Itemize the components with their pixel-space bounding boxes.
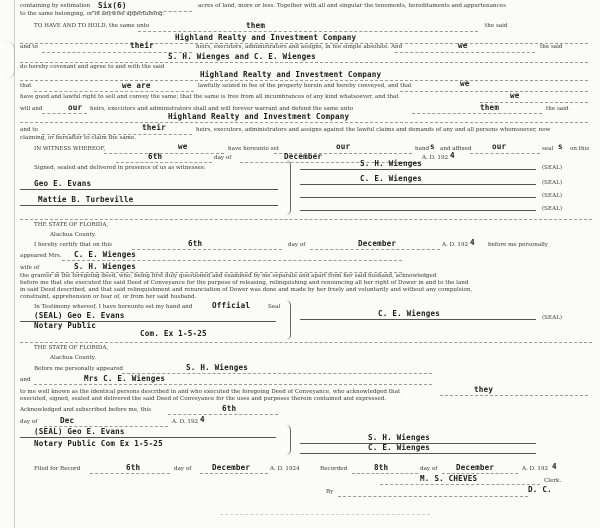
set-text: have hereunto set <box>228 146 280 152</box>
witness-2: Mattie B. Turbeville <box>38 195 134 204</box>
grantor-pronoun: we <box>458 41 468 50</box>
county-label-2: Alachua County. <box>50 355 96 361</box>
official-value: Official <box>212 301 251 310</box>
filed-month: December <box>212 463 251 472</box>
on-this-text: on this <box>570 146 590 152</box>
our-value: our <box>68 103 83 112</box>
acreage-value: Six(6) <box>98 1 127 10</box>
seal-2: (SEAL) <box>542 180 563 186</box>
execution-month: December <box>284 152 323 161</box>
examination-text-4: constraint, apprehension or fear of, or from her said husband. <box>20 294 197 300</box>
before-me-text: before me personally <box>488 242 548 248</box>
warrant-text: heirs, executors and administrators shall and will forever warrant and defend the same unto <box>90 106 354 112</box>
seal-word: Seal <box>268 304 281 310</box>
acknowledged-text: Acknowledged and subscribed before me, this <box>20 407 152 413</box>
wife-signature: C. E. Wienges <box>378 309 441 318</box>
cert-day: 6th <box>188 239 203 248</box>
husband-signature-2: S. H. Wienges <box>368 433 431 442</box>
notary-1-name: (SEAL) Geo E. Evans <box>34 311 125 320</box>
claiming-text: claiming, or hereafter to claim the same. <box>20 135 137 141</box>
acreage-text: containing by estimation <box>20 3 91 9</box>
wife-of-label: wife of <box>20 265 40 271</box>
grantee-name-3: Highland Realty and Investment Company <box>168 112 350 121</box>
witness-our-2: our <box>492 142 507 151</box>
recorded-ad: A. D. 192 <box>522 466 549 472</box>
signed-sealed-text: Signed, sealed and delivered in presence of us as witnesses: <box>34 165 206 171</box>
deputy-clerk: D. C. <box>528 485 552 494</box>
covenant-text: do hereby covenant and agree to and with the said <box>20 64 165 70</box>
ack-day: 6th <box>222 404 237 413</box>
clerk-name: M. S. CHEVES <box>420 474 478 483</box>
and-to-label: and to <box>20 127 38 133</box>
seal-4: (SEAL) <box>542 206 563 212</box>
certify-text: I hereby certify that on this <box>34 242 113 248</box>
lawful-claims-text: heirs, executors, administrators and assigns against the lawful claims and demands of any and all persons whomsoever, now <box>196 127 551 133</box>
recorded-day-of: day of <box>420 466 438 472</box>
seal-text: seal <box>542 146 554 152</box>
before-me-appeared: Before me personally appeared <box>34 366 123 372</box>
clerk-label: Clerk. <box>544 478 562 484</box>
testimony-text: In Testimony whereof, I have hereunto set my hand and <box>34 304 193 310</box>
grantee-name-2: Highland Realty and Investment Company <box>200 70 382 79</box>
execution-year-digit: 4 <box>450 151 455 160</box>
examination-text-3: in said Deed described, and that said relinquishment and renunciation of Dower was done and made by her freely and voluntarily and without any compulsion, <box>20 287 473 293</box>
we-value-2: we <box>460 79 470 88</box>
fee-simple-text: heirs, executors, administrators and assigns, in fee simple absolute. And <box>196 44 403 50</box>
wife-signature-2: C. E. Wienges <box>368 443 431 452</box>
ack-day-of: day of <box>20 419 38 425</box>
the-said-label-2: the said <box>540 44 563 50</box>
recorded-month: December <box>456 463 495 472</box>
grantee-pronoun: them <box>246 21 266 30</box>
hand-text: hand <box>415 146 430 152</box>
seal-5: (SEAL) <box>542 315 563 321</box>
we-value-3: we <box>510 91 520 100</box>
will-and-label: will and <box>20 106 43 112</box>
notary-bracket-2 <box>286 425 291 455</box>
seized-text: lawfully seized in fee of the property herein and hereby conveyed, and that <box>198 83 412 89</box>
habendum-text: TO HAVE AND TO HOLD, the same unto <box>34 23 150 29</box>
notary-1-commission: Com. Ex 1-5-25 <box>140 329 207 338</box>
margin-line <box>14 0 15 528</box>
filed-day-of: day of <box>174 466 192 472</box>
cert-year-digit: 4 <box>470 238 475 247</box>
witness-whereof-label: IN WITNESS WHEREOF, <box>34 146 106 152</box>
recorded-label: Recorded <box>320 466 348 472</box>
witness-1: Geo E. Evans <box>34 179 92 188</box>
state-label-1: THE STATE OF FLORIDA, <box>34 222 109 228</box>
filed-label: Filed for Record <box>34 466 81 472</box>
the-said-label-3: the said <box>546 106 569 112</box>
day-of-label: day of <box>214 155 232 161</box>
grantor-names: S. H. Wienges and C. E. Wienges <box>168 52 316 61</box>
appurtenances-text: acres of land, more or less. Together with all and singular the tenements, hereditaments and appurtenances <box>198 3 506 9</box>
known-text: to me well known as the identical persons described in and who executed the foregoing Deed of Conveyance, who acknowledged that <box>20 389 401 395</box>
filed-day: 6th <box>126 463 141 472</box>
the-said-label: the said <box>485 23 508 29</box>
execution-day: 6th <box>148 152 163 161</box>
cert-ad: A. D. 192 <box>442 242 469 248</box>
cert-month: December <box>358 239 397 248</box>
affixed-text: and affixed <box>440 146 472 152</box>
notary-2-title: Notary Public Com Ex 1-5-25 <box>34 439 163 448</box>
ack-month: Dec <box>60 416 75 425</box>
grantor-signature-1: S. H. Wienges <box>360 159 423 168</box>
recorded-year-digit: 4 <box>552 462 557 471</box>
ad-label: A. D. 192 <box>422 155 449 161</box>
heirs-label: and to <box>20 44 38 50</box>
hands-plural: s <box>430 142 435 151</box>
appeared-label: appeared Mrs. <box>20 253 62 259</box>
ack-year-digit: 4 <box>200 415 205 424</box>
they-value: they <box>474 385 494 394</box>
we-are-value: we are <box>122 81 151 90</box>
state-label-2: THE STATE OF FLORIDA, <box>34 345 109 351</box>
binding-mark <box>0 40 15 80</box>
cert-day-of: day of <box>288 242 306 248</box>
notary-2-name: (SEAL) Geo E. Evans <box>34 427 125 436</box>
appeared-wife: Mrs C. E. Wienges <box>84 374 166 383</box>
grantee-name: Highland Realty and Investment Company <box>175 33 357 42</box>
their-value-2: their <box>142 123 166 132</box>
witness-our: our <box>336 142 351 151</box>
recorded-day: 8th <box>374 463 389 472</box>
notary-bracket-1 <box>286 300 291 340</box>
grantee-possessive: their <box>130 41 154 50</box>
witness-bracket <box>286 160 291 215</box>
seal-1: (SEAL) <box>542 165 563 171</box>
witness-we: we <box>178 142 188 151</box>
belonging-text: to the same belonging, or in anywise appertaining. <box>20 11 165 17</box>
filed-year: A. D. 1924 <box>270 466 300 472</box>
incumbrance-text: have good and lawful right to sell and convey the same; that the same is free from all incumbrances of any kind whatsoever, and that <box>20 94 399 100</box>
and-label: and <box>20 377 31 383</box>
husband-name: S. H. Wienges <box>74 262 137 271</box>
by-label: By <box>326 489 334 495</box>
county-label-1: Alachua County. <box>50 232 96 238</box>
grantor-signature-2: C. E. Wienges <box>360 174 423 183</box>
notary-1-title: Notary Public <box>34 321 97 330</box>
appeared-name: C. E. Wienges <box>74 250 137 259</box>
executed-text: executed, signed, sealed and delivered the said Deed of Conveyance for the uses and purposes therein contained and expressed. <box>20 396 387 402</box>
seal-3: (SEAL) <box>542 193 563 199</box>
that-label: that <box>20 83 32 89</box>
examination-text-1: the grantor in the foregoing deed, who, being first duly questioned and examined by me separate and apart from her said husband, acknowledged <box>20 273 437 279</box>
ack-ad: A. D. 192 <box>172 419 199 425</box>
appeared-husband: S. H. Wienges <box>186 363 249 372</box>
them-value: them <box>480 103 500 112</box>
seals-plural: s <box>558 142 563 151</box>
examination-text-2: before me that she executed the said Deed of Conveyance for the purpose of releasing, relinquishing and renouncing all her right of Dower in and to the land <box>20 280 469 286</box>
